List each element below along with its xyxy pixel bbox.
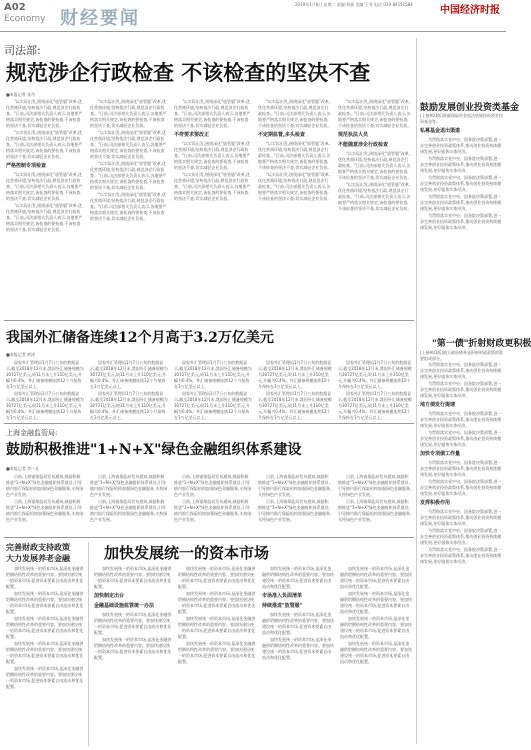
body-paragraph: 加快发展统一的资本市场,是深化金融供给侧结构性改革的重要内容。要加快建设统一的资本市场,促进资本要素自由流动和优化配置。	[6, 616, 84, 639]
body-paragraph: 为贯彻落实党中央、国务院决策部署,进一步完善创业投资政策体系,推动创业投资持续健康发展,更好服务实体经济。	[420, 430, 502, 447]
body-paragraph: 加快发展统一的资本市场,是深化金融供给侧结构性改革的重要内容。要加快建设统一的资本市场,促进资本要素自由流动和优化配置。	[178, 641, 256, 664]
body-paragraph: 加快发展统一的资本市场,是深化金融供给侧结构性改革的重要内容。要加快建设统一的资本市场,促进资本要素自由流动和优化配置。	[6, 566, 84, 589]
right-col-top	[420, 125, 504, 330]
newspaper-masthead: 中国经济时报	[440, 5, 500, 16]
capital-col-3	[262, 566, 334, 746]
fx-story-headline: 我国外汇储备连续12个月高于3.2万亿美元	[6, 330, 274, 346]
shanghai-col-3	[174, 474, 252, 534]
subheading: 加快制定出台	[94, 593, 125, 599]
subheading: 规范执法人员	[338, 132, 369, 138]
pension-headline-1: 完善财政支持政策	[6, 543, 70, 552]
body-paragraph: 日前,上海银保监局发布通知,鼓励积极推进"1+N+X"绿色金融组织体系建设,引导辖内银行保险机构加强绿色金融服务,支持绿色产业发展。	[6, 474, 84, 497]
body-paragraph: "以实际出发,围绕深化"放管服"改革,优化营商环境,坚持依法行政,规范涉企行政检查。"日前,司法部相关负责人表示,各地要严格落实相关规定,该检查的要检查,不该检查的坚决不查,切实减轻企业负担。	[6, 203, 83, 232]
subheading: 不定期监督,多头检查	[258, 132, 305, 138]
body-paragraph: 加快发展统一的资本市场,是深化金融供给侧结构性改革的重要内容。要加快建设统一的资本市场,促进资本要素自由流动和优化配置。	[6, 591, 84, 614]
body-paragraph: 加快发展统一的资本市场,是深化金融供给侧结构性改革的重要内容。要加快建设统一的资本市场,促进资本要素自由流动和优化配置。	[178, 566, 256, 589]
page-number: A02	[4, 2, 26, 13]
body-paragraph: 为贯彻落实党中央、国务院决策部署,进一步完善创业投资政策体系,推动创业投资持续健康发展,更好服务实体经济。	[420, 381, 502, 398]
body-paragraph: "以实际出发,围绕深化"放管服"改革,优化营商环境,坚持依法行政,规范涉企行政检查。"日前,司法部相关负责人表示,各地要严格落实相关规定,该检查的要检查,不该检查的坚决不查,切实减轻企业负担。	[90, 130, 167, 159]
shanghai-headline: 鼓励积极推进"1+N+X"绿色金融组织体系建设	[6, 442, 302, 458]
body-paragraph: 加快发展统一的资本市场,是深化金融供给侧结构性改革的重要内容。要加快建设统一的资本市场,促进资本要素自由流动和优化配置。	[178, 591, 256, 614]
subheading: 不符要求要改正	[174, 132, 210, 138]
top-story-col-5	[338, 99, 412, 317]
page-header	[0, 0, 506, 32]
section-divider	[4, 423, 414, 424]
body-paragraph: 为贯彻落实党中央、国务院决策部署,进一步完善创业投资政策体系,推动创业投资持续健康发展,更好服务实体经济。	[420, 411, 502, 428]
section-divider	[4, 320, 414, 321]
dateline: 2019年1月8日 星期二 责编:刘强 美编:王冬 电话:010-84151584	[295, 2, 413, 7]
body-paragraph: 国家外汇管理局1月7日公布的数据显示,截至2018年12月末,我国外汇储备规模为30727亿美元,较11月末上升110亿美元,升幅为0.4%。外汇储备规模连续12个月保持在3万亿美元以上。	[258, 360, 332, 389]
body-paragraph: 加快发展统一的资本市场,是深化金融供给侧结构性改革的重要内容。要加快建设统一的资本市场,促进资本要素自由流动和优化配置。	[94, 637, 172, 660]
top-story-col-3	[174, 99, 252, 317]
right-headline-2: "第一债"折射财政更积极	[432, 339, 531, 349]
section-title: 财经要闻	[60, 8, 140, 29]
column-divider	[88, 542, 89, 746]
body-paragraph: 为贯彻落实党中央、国务院决策部署,进一步完善创业投资政策体系,推动创业投资持续健康发展,更好服务实体经济。	[420, 137, 502, 154]
top-story-col-4	[258, 99, 332, 317]
body-paragraph: 国家外汇管理局1月7日公布的数据显示,截至2018年12月末,我国外汇储备规模为30727亿美元,较11月末上升110亿美元,升幅为0.4%。外汇储备规模连续12个月保持在3万亿美元以上。	[338, 391, 412, 420]
section-label: Economy	[4, 14, 46, 24]
shanghai-byline: ■本报记者 李一凡	[6, 466, 40, 471]
body-paragraph: "以实际出发,围绕深化"放管服"改革,优化营商环境,坚持依法行政,规范涉企行政检查。"日前,司法部相关负责人表示,各地要严格落实相关规定,该检查的要检查,不该检查的坚决不查,切实减轻企业负担。	[258, 141, 332, 170]
right-byline-2: (上接A01版)地方政府债券是积极财政政策的重要组成部分。	[420, 350, 503, 361]
capital-col-4	[340, 566, 412, 746]
body-paragraph: 为贯彻落实党中央、国务院决策部署,进一步完善创业投资政策体系,推动创业投资持续健康发展,更好服务实体经济。	[420, 547, 502, 564]
shanghai-col-5	[338, 474, 412, 534]
body-paragraph: 日前,上海银保监局发布通知,鼓励积极推进"1+N+X"绿色金融组织体系建设,引导辖内银行保险机构加强绿色金融服务,支持绿色产业发展。	[6, 499, 84, 522]
right-headline-1: 鼓励发展创业投资类基金	[420, 103, 520, 113]
body-paragraph: 为贯彻落实党中央、国务院决策部署,进一步完善创业投资政策体系,推动创业投资持续健康发展,更好服务实体经济。	[420, 460, 502, 477]
body-paragraph: 为贯彻落实党中央、国务院决策部署,进一步完善创业投资政策体系,推动创业投资持续健康发展,更好服务实体经济。	[420, 213, 502, 230]
body-paragraph: 国家外汇管理局1月7日公布的数据显示,截至2018年12月末,我国外汇储备规模为30727亿美元,较11月末上升110亿美元,升幅为0.4%。外汇储备规模连续12个月保持在3万亿美元以上。	[258, 391, 332, 420]
subheading: 市场准入负面清单	[262, 593, 303, 599]
pension-col	[6, 566, 84, 746]
shanghai-col-4	[258, 474, 332, 534]
subheading: 地方债发行提速	[420, 402, 456, 408]
top-story-byline: ■本报记者 张丹	[6, 92, 36, 97]
top-story-kicker: 司法部:	[4, 44, 41, 57]
body-paragraph: 日前,上海银保监局发布通知,鼓励积极推进"1+N+X"绿色金融组织体系建设,引导辖内银行保险机构加强绿色金融服务,支持绿色产业发展。	[258, 474, 332, 497]
body-paragraph: 加快发展统一的资本市场,是深化金融供给侧结构性改革的重要内容。要加快建设统一的资本市场,促进资本要素自由流动和优化配置。	[340, 591, 412, 614]
right-col-bottom	[420, 362, 504, 746]
fx-story-byline: ■本报记者 黄涛	[6, 352, 36, 357]
section-divider	[4, 537, 414, 538]
body-paragraph: 日前,上海银保监局发布通知,鼓励积极推进"1+N+X"绿色金融组织体系建设,引导辖内银行保险机构加强绿色金融服务,支持绿色产业发展。	[90, 499, 168, 522]
body-paragraph: 加快发展统一的资本市场,是深化金融供给侧结构性改革的重要内容。要加快建设统一的资本市场,促进资本要素自由流动和优化配置。	[262, 566, 334, 589]
subheading: 不能随意涉企行政检查	[338, 142, 389, 148]
subheading: 私募基金退出渠道	[420, 128, 461, 134]
body-paragraph: 加快发展统一的资本市场,是深化金融供给侧结构性改革的重要内容。要加快建设统一的资本市场,促进资本要素自由流动和优化配置。	[6, 666, 84, 689]
pension-headline-2: 大力发展养老金融	[6, 554, 70, 563]
body-paragraph: 为贯彻落实党中央、国务院决策部署,进一步完善创业投资政策体系,推动创业投资持续健康发展,更好服务实体经济。	[420, 156, 502, 173]
subheading: 严格控制专项检查	[6, 163, 47, 169]
body-paragraph: "以实际出发,围绕深化"放管服"改革,优化营商环境,坚持依法行政,规范涉企行政检查。"日前,司法部相关负责人表示,各地要严格落实相关规定,该检查的要检查,不该检查的坚决不查,切实减轻企业负担。	[258, 172, 332, 201]
top-story-headline: 规范涉企行政检查 不该检查的坚决不查	[6, 60, 371, 85]
body-paragraph: 日前,上海银保监局发布通知,鼓励积极推进"1+N+X"绿色金融组织体系建设,引导辖内银行保险机构加强绿色金融服务,支持绿色产业发展。	[338, 499, 412, 522]
body-paragraph: 为贯彻落实党中央、国务院决策部署,进一步完善创业投资政策体系,推动创业投资持续健康发展,更好服务实体经济。	[420, 479, 502, 496]
body-paragraph: 加快发展统一的资本市场,是深化金融供给侧结构性改革的重要内容。要加快建设统一的资本市场,促进资本要素自由流动和优化配置。	[340, 616, 412, 639]
shanghai-col-1	[6, 474, 84, 534]
shanghai-col-2	[90, 474, 168, 534]
body-paragraph: "以实际出发,围绕深化"放管服"改革,优化营商环境,坚持依法行政,规范涉企行政检查。"日前,司法部相关负责人表示,各地要严格落实相关规定,该检查的要检查,不该检查的坚决不查,切实减轻企业负担。	[6, 172, 83, 201]
body-paragraph: 日前,上海银保监局发布通知,鼓励积极推进"1+N+X"绿色金融组织体系建设,引导辖内银行保险机构加强绿色金融服务,支持绿色产业发展。	[174, 474, 252, 497]
body-paragraph: 为贯彻落实党中央、国务院决策部署,进一步完善创业投资政策体系,推动创业投资持续健康发展,更好服务实体经济。	[420, 175, 502, 192]
column-divider	[416, 38, 417, 744]
body-paragraph: 国家外汇管理局1月7日公布的数据显示,截至2018年12月末,我国外汇储备规模为30727亿美元,较11月末上升110亿美元,升幅为0.4%。外汇储备规模连续12个月保持在3万亿美元以上。	[6, 391, 84, 420]
body-paragraph: 加快发展统一的资本市场,是深化金融供给侧结构性改革的重要内容。要加快建设统一的资本市场,促进资本要素自由流动和优化配置。	[94, 566, 172, 589]
subheading: 持续推进"放管服"	[262, 603, 303, 609]
body-paragraph: "以实际出发,围绕深化"放管服"改革,优化营商环境,坚持依法行政,规范涉企行政检查。"日前,司法部相关负责人表示,各地要严格落实相关规定,该检查的要检查,不该检查的坚决不查,切实减轻企业负担。	[90, 192, 167, 221]
body-paragraph: "以实际出发,围绕深化"放管服"改革,优化营商环境,坚持依法行政,规范涉企行政检查。"日前,司法部相关负责人表示,各地要严格落实相关规定,该检查的要检查,不该检查的坚决不查,切实减轻企业负担。	[90, 161, 167, 190]
body-paragraph: 加快发展统一的资本市场,是深化金融供给侧结构性改革的重要内容。要加快建设统一的资本市场,促进资本要素自由流动和优化配置。	[340, 566, 412, 589]
body-paragraph: 日前,上海银保监局发布通知,鼓励积极推进"1+N+X"绿色金融组织体系建设,引导辖内银行保险机构加强绿色金融服务,支持绿色产业发展。	[90, 474, 168, 497]
body-paragraph: 国家外汇管理局1月7日公布的数据显示,截至2018年12月末,我国外汇储备规模为30727亿美元,较11月末上升110亿美元,升幅为0.4%。外汇储备规模连续12个月保持在3万亿美元以上。	[174, 360, 252, 389]
body-paragraph: 日前,上海银保监局发布通知,鼓励积极推进"1+N+X"绿色金融组织体系建设,引导辖内银行保险机构加强绿色金融服务,支持绿色产业发展。	[258, 499, 332, 522]
body-paragraph: 国家外汇管理局1月7日公布的数据显示,截至2018年12月末,我国外汇储备规模为30727亿美元,较11月末上升110亿美元,升幅为0.4%。外汇储备规模连续12个月保持在3万亿美元以上。	[90, 391, 168, 420]
right-byline-1: (上接A01版)鼓励保险资金依法依规投资创业投资基金等。	[420, 113, 503, 124]
body-paragraph: "以实际出发,围绕深化"放管服"改革,优化营商环境,坚持依法行政,规范涉企行政检查。"日前,司法部相关负责人表示,各地要严格落实相关规定,该检查的要检查,不该检查的坚决不查,切实减轻企业负担。	[174, 99, 251, 128]
fx-col-1	[6, 360, 84, 420]
fx-col-4	[258, 360, 332, 420]
body-paragraph: "以实际出发,围绕深化"放管服"改革,优化营商环境,坚持依法行政,规范涉企行政检查。"日前,司法部相关负责人表示,各地要严格落实相关规定,该检查的要检查,不该检查的坚决不查,切实减轻企业负担。	[258, 99, 332, 128]
body-paragraph: 加快发展统一的资本市场,是深化金融供给侧结构性改革的重要内容。要加快建设统一的资本市场,促进资本要素自由流动和优化配置。	[262, 637, 334, 660]
subheading: 金融基础设施监管统一办法	[94, 603, 155, 609]
body-paragraph: 为贯彻落实党中央、国务院决策部署,进一步完善创业投资政策体系,推动创业投资持续健康发展,更好服务实体经济。	[420, 194, 502, 211]
capital-col-2	[178, 566, 256, 746]
body-paragraph: 国家外汇管理局1月7日公布的数据显示,截至2018年12月末,我国外汇储备规模为30727亿美元,较11月末上升110亿美元,升幅为0.4%。外汇储备规模连续12个月保持在3万亿美元以上。	[90, 360, 168, 389]
body-paragraph: "以实际出发,围绕深化"放管服"改革,优化营商环境,坚持依法行政,规范涉企行政检查。"日前,司法部相关负责人表示,各地要严格落实相关规定,该检查的要检查,不该检查的坚决不查,切实减轻企业负担。	[338, 99, 412, 128]
subheading: 加快专项债工作量	[420, 451, 461, 457]
shanghai-kicker: 上海金融监管局:	[6, 429, 58, 437]
top-story-col-1	[6, 99, 84, 317]
body-paragraph: 日前,上海银保监局发布通知,鼓励积极推进"1+N+X"绿色金融组织体系建设,引导辖内银行保险机构加强绿色金融服务,支持绿色产业发展。	[174, 499, 252, 522]
body-paragraph: "以实际出发,围绕深化"放管服"改革,优化营商环境,坚持依法行政,规范涉企行政检查。"日前,司法部相关负责人表示,各地要严格落实相关规定,该检查的要检查,不该检查的坚决不查,切实减轻企业负担。	[174, 141, 251, 170]
top-story-col-2	[90, 99, 168, 317]
body-paragraph: 加快发展统一的资本市场,是深化金融供给侧结构性改革的重要内容。要加快建设统一的资本市场,促进资本要素自由流动和优化配置。	[262, 612, 334, 635]
body-paragraph: 加快发展统一的资本市场,是深化金融供给侧结构性改革的重要内容。要加快建设统一的资本市场,促进资本要素自由流动和优化配置。	[178, 616, 256, 639]
body-paragraph: 为贯彻落实党中央、国务院决策部署,进一步完善创业投资政策体系,推动创业投资持续健康发展,更好服务实体经济。	[420, 528, 502, 545]
body-paragraph: 加快发展统一的资本市场,是深化金融供给侧结构性改革的重要内容。要加快建设统一的资本市场,促进资本要素自由流动和优化配置。	[340, 641, 412, 664]
subheading: 发挥积极作用	[420, 500, 451, 506]
body-paragraph: "以实际出发,围绕深化"放管服"改革,优化营商环境,坚持依法行政,规范涉企行政检查。"日前,司法部相关负责人表示,各地要严格落实相关规定,该检查的要检查,不该检查的坚决不查,切实减轻企业负担。	[90, 99, 167, 128]
body-paragraph: 为贯彻落实党中央、国务院决策部署,进一步完善创业投资政策体系,推动创业投资持续健康发展,更好服务实体经济。	[420, 509, 502, 526]
body-paragraph: "以实际出发,围绕深化"放管服"改革,优化营商环境,坚持依法行政,规范涉企行政检查。"日前,司法部相关负责人表示,各地要严格落实相关规定,该检查的要检查,不该检查的坚决不查,切实减轻企业负担。	[338, 151, 412, 180]
body-paragraph: "以实际出发,围绕深化"放管服"改革,优化营商环境,坚持依法行政,规范涉企行政检查。"日前,司法部相关负责人表示,各地要严格落实相关规定,该检查的要检查,不该检查的坚决不查,切实减轻企业负担。	[338, 182, 412, 211]
capital-headline: 加快发展统一的资本市场	[104, 544, 270, 562]
body-paragraph: 国家外汇管理局1月7日公布的数据显示,截至2018年12月末,我国外汇储备规模为30727亿美元,较11月末上升110亿美元,升幅为0.4%。外汇储备规模连续12个月保持在3万亿美元以上。	[6, 360, 84, 389]
fx-col-2	[90, 360, 168, 420]
fx-col-5	[338, 360, 412, 420]
body-paragraph: 加快发展统一的资本市场,是深化金融供给侧结构性改革的重要内容。要加快建设统一的资本市场,促进资本要素自由流动和优化配置。	[94, 612, 172, 635]
body-paragraph: "以实际出发,围绕深化"放管服"改革,优化营商环境,坚持依法行政,规范涉企行政检查。"日前,司法部相关负责人表示,各地要严格落实相关规定,该检查的要检查,不该检查的坚决不查,切实减轻企业负担。	[174, 172, 251, 201]
body-paragraph: 为贯彻落实党中央、国务院决策部署,进一步完善创业投资政策体系,推动创业投资持续健康发展,更好服务实体经济。	[420, 362, 502, 379]
body-paragraph: 国家外汇管理局1月7日公布的数据显示,截至2018年12月末,我国外汇储备规模为30727亿美元,较11月末上升110亿美元,升幅为0.4%。外汇储备规模连续12个月保持在3万亿美元以上。	[338, 360, 412, 389]
body-paragraph: 日前,上海银保监局发布通知,鼓励积极推进"1+N+X"绿色金融组织体系建设,引导辖内银行保险机构加强绿色金融服务,支持绿色产业发展。	[338, 474, 412, 497]
body-paragraph: "以实际出发,围绕深化"放管服"改革,优化营商环境,坚持依法行政,规范涉企行政检查。"日前,司法部相关负责人表示,各地要严格落实相关规定,该检查的要检查,不该检查的坚决不查,切实减轻企业负担。	[6, 130, 83, 159]
body-paragraph: "以实际出发,围绕深化"放管服"改革,优化营商环境,坚持依法行政,规范涉企行政检查。"日前,司法部相关负责人表示,各地要严格落实相关规定,该检查的要检查,不该检查的坚决不查,切实减轻企业负担。	[6, 99, 83, 128]
body-paragraph: 加快发展统一的资本市场,是深化金融供给侧结构性改革的重要内容。要加快建设统一的资本市场,促进资本要素自由流动和优化配置。	[6, 641, 84, 664]
body-paragraph: 国家外汇管理局1月7日公布的数据显示,截至2018年12月末,我国外汇储备规模为30727亿美元,较11月末上升110亿美元,升幅为0.4%。外汇储备规模连续12个月保持在3万亿美元以上。	[174, 391, 252, 420]
capital-col-1	[94, 566, 172, 746]
fx-col-3	[174, 360, 252, 420]
